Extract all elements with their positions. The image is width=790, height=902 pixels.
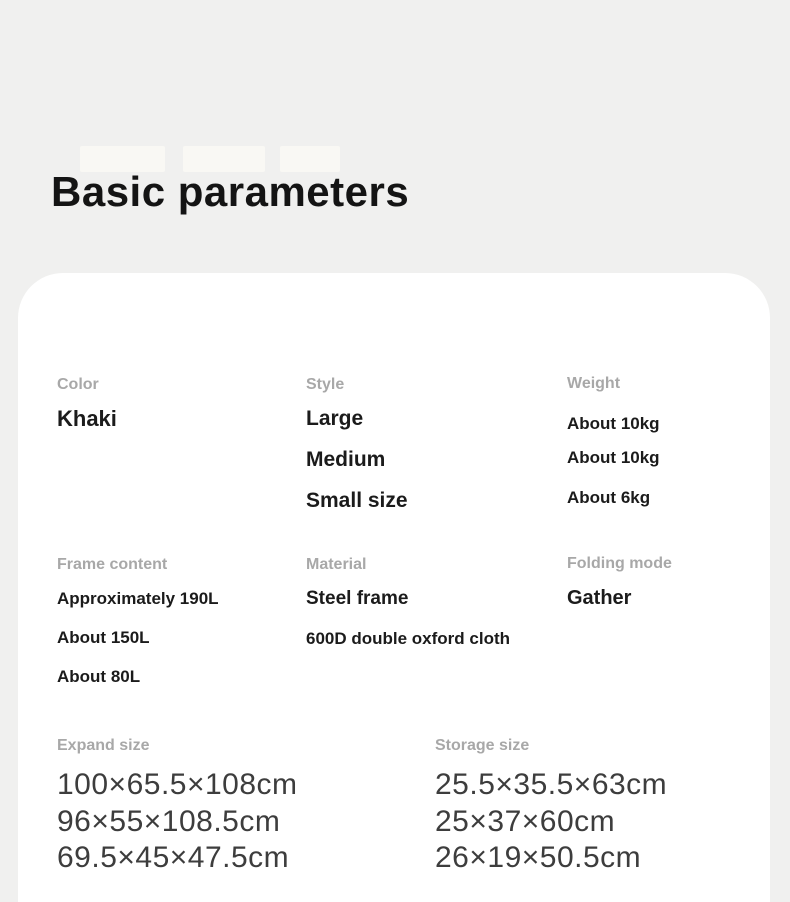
param-value-weight: About 10kg bbox=[567, 414, 660, 433]
param-group-material bbox=[306, 556, 510, 649]
storage-size-value: 25×37×60cm bbox=[435, 804, 616, 838]
expand-size-value: 96×55×108.5cm bbox=[57, 804, 281, 838]
param-label-storage-size: Storage size bbox=[435, 737, 530, 754]
storage-size-value: 26×19×50.5cm bbox=[435, 841, 642, 874]
param-value-material: Steel frame bbox=[306, 588, 409, 609]
param-value-weight: About 6kg bbox=[567, 488, 651, 507]
param-group-weight bbox=[567, 375, 660, 508]
expand-size-value: 100×65.5×108cm bbox=[57, 768, 298, 801]
expand-size-list bbox=[57, 767, 298, 877]
storage-size-value: 25.5×35.5×63cm bbox=[435, 768, 668, 801]
param-label-folding-mode: Folding mode bbox=[567, 555, 672, 572]
param-group-storage-size bbox=[435, 737, 667, 877]
param-group-folding-mode bbox=[567, 555, 672, 610]
param-group-frame-content bbox=[57, 556, 219, 706]
param-label-weight: Weight bbox=[567, 375, 621, 392]
param-value-frame-content: Approximately 190L bbox=[57, 589, 219, 608]
expand-size-value: 69.5×45×47.5cm bbox=[57, 841, 290, 874]
param-label-material: Material bbox=[306, 556, 367, 573]
param-label-color: Color bbox=[57, 376, 99, 393]
param-label-expand-size: Expand size bbox=[57, 737, 150, 754]
param-value-weight: About 10kg bbox=[567, 448, 660, 467]
param-value-material: 600D double oxford cloth bbox=[306, 629, 511, 648]
param-group-expand-size bbox=[57, 737, 298, 877]
param-value-frame-content: About 80L bbox=[57, 667, 141, 686]
param-value-style: Small size bbox=[306, 489, 408, 512]
storage-size-list bbox=[435, 767, 667, 877]
section-title: Basic parameters bbox=[51, 168, 410, 215]
param-value-folding-mode: Gather bbox=[567, 587, 632, 609]
param-label-style: Style bbox=[306, 376, 345, 393]
param-value-style: Medium bbox=[306, 448, 386, 471]
param-label-frame-content: Frame content bbox=[57, 556, 168, 573]
param-group-style bbox=[306, 376, 408, 530]
param-value-style: Large bbox=[306, 407, 364, 430]
param-value-color: Khaki bbox=[57, 406, 117, 431]
param-value-frame-content: About 150L bbox=[57, 628, 150, 647]
param-group-color bbox=[57, 376, 117, 432]
